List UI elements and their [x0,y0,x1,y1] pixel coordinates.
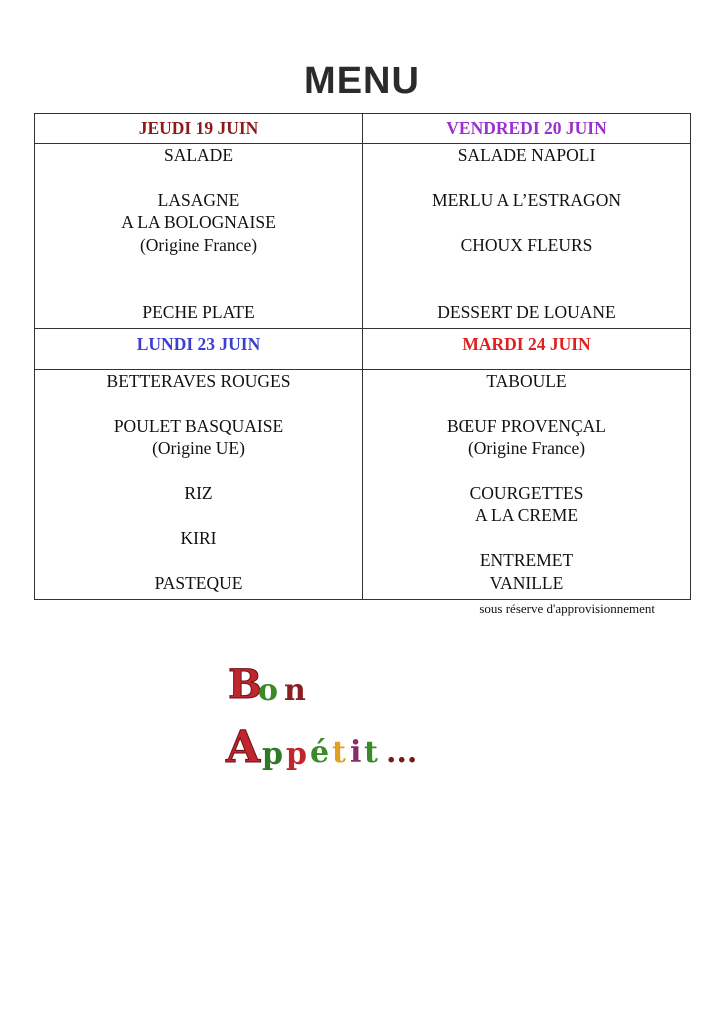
header-row-2 [35,329,691,370]
spacer-line [35,278,362,300]
spacer-line [363,392,690,414]
dish-line: CHOUX FLEURS [460,234,593,255]
day-header-tuesday [363,329,691,370]
spacer-line [35,504,362,526]
dish-line: POULET BASQUAISE [113,415,284,436]
spacer-line [363,166,690,188]
bon-appetit-graphic [222,656,482,776]
logo-letter: B [228,661,262,708]
dish-line: VANILLE [489,572,564,593]
menu-table [34,113,691,600]
logo-letter: A [226,722,261,773]
day-menu-monday [35,370,363,600]
day-label: VENDREDI 20 JUIN [446,118,607,138]
day-menu-tuesday [363,370,691,600]
dish-line: (Origine France) [139,234,258,255]
dish-line: A LA CREME [474,505,579,526]
dish-line: MERLU A L’ESTRAGON [432,189,621,210]
logo-letter: p [286,737,307,772]
spacer-line [363,211,690,233]
menu-row-2 [35,370,691,600]
logo-letter: ... [386,735,418,770]
spacer-line [35,549,362,571]
bon-appetit-logo [222,656,482,776]
dish-line: (Origine France) [467,438,586,459]
dish-line: DESSERT DE LOUANE [437,301,616,322]
menu-row-1 [35,144,691,329]
spacer-line [363,460,690,482]
spacer-line [363,256,690,278]
dish-line: ENTREMET [479,550,574,571]
spacer-line [35,166,362,188]
dish-line: SALADE [163,145,234,165]
logo-letter: n [284,673,306,708]
day-label: MARDI 24 JUIN [462,334,591,354]
spacer-line [35,256,362,278]
day-label: LUNDI 23 JUIN [136,334,261,354]
dish-line: BETTERAVES ROUGES [106,371,291,391]
dish-line: COURGETTES [469,483,584,504]
spacer-line [35,392,362,414]
supply-note: sous réserve d'approvisionnement [479,601,655,616]
day-header-friday [363,114,691,144]
logo-letter: i [350,735,362,770]
day-header-monday [35,329,363,370]
day-header-thursday [35,114,363,144]
dish-line: LASAGNE [157,189,240,210]
dish-line: RIZ [184,483,213,504]
logo-letter: é [310,735,330,770]
spacer-line [35,460,362,482]
logo-letter: t [364,735,378,770]
logo-letter: p [262,737,283,772]
dish-line: PECHE PLATE [142,301,255,322]
dish-line: KIRI [180,527,217,548]
dish-line: PASTEQUE [154,572,243,593]
day-menu-thursday [35,144,363,329]
spacer-line [363,278,690,300]
header-row-1 [35,114,691,144]
logo-letter: t [332,735,346,770]
dish-line: (Origine UE) [152,438,245,459]
menu-title: MENU [304,60,420,102]
day-menu-friday [363,144,691,329]
dish-line: TABOULE [486,371,567,391]
spacer-line [363,527,690,549]
logo-letter: o [258,673,279,708]
dish-line: A LA BOLOGNAISE [121,212,276,233]
day-label: JEUDI 19 JUIN [138,118,259,138]
dish-line: SALADE NAPOLI [457,145,596,165]
dish-line: BŒUF PROVENÇAL [447,415,606,436]
